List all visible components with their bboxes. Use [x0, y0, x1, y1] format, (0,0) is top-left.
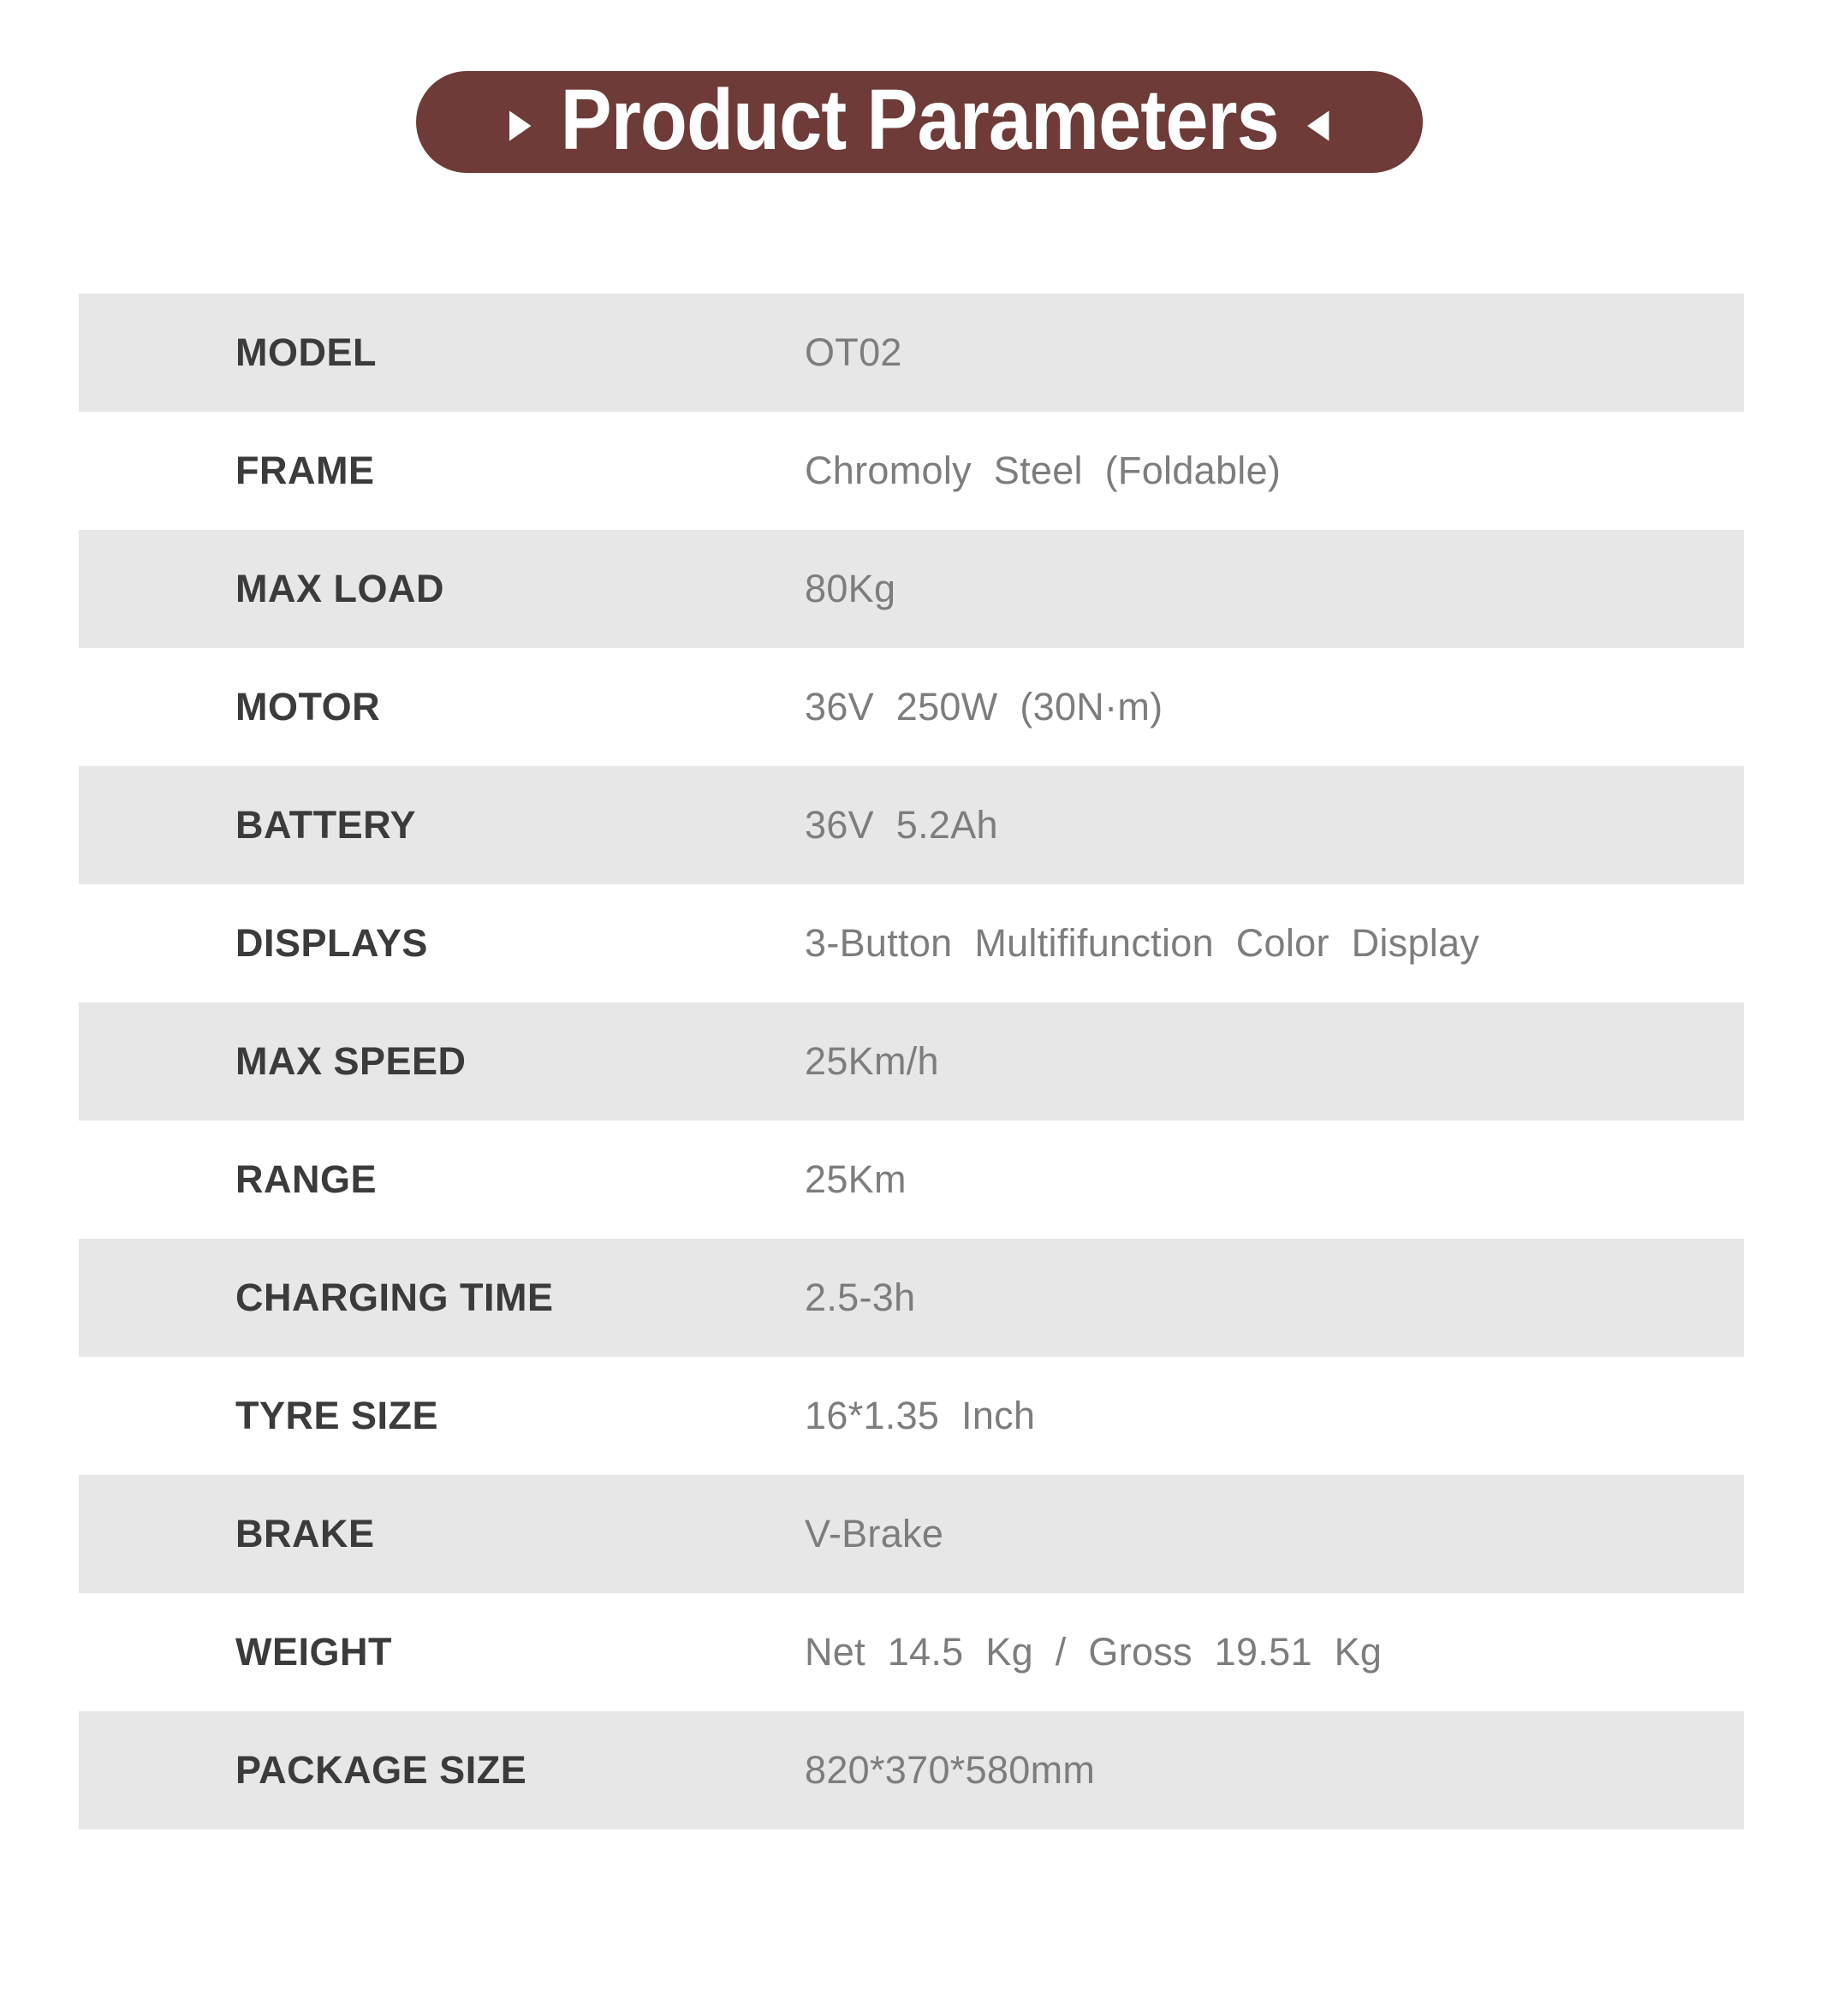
param-label: CHARGING TIME: [235, 1276, 554, 1319]
spec-table: [79, 294, 1744, 1829]
param-value: V-Brake: [805, 1512, 944, 1555]
param-value: 25Km/h: [805, 1039, 939, 1083]
table-row-max-speed: [79, 1002, 1744, 1121]
table-row-weight: [79, 1593, 1744, 1711]
left-pointing-triangle-icon: ◀: [1307, 99, 1329, 145]
table-row-range: [79, 1121, 1744, 1239]
table-row-displays: [79, 884, 1744, 1002]
table-row-frame: [79, 412, 1744, 530]
param-label: MAX LOAD: [235, 567, 444, 610]
param-label: WEIGHT: [235, 1630, 392, 1674]
table-row-brake: [79, 1475, 1744, 1593]
param-label: FRAME: [235, 449, 375, 492]
param-value: 36V 5.2Ah: [805, 803, 998, 847]
table-row-model: [79, 294, 1744, 412]
param-value: 80Kg: [805, 567, 896, 610]
right-pointing-triangle-icon: ▶: [509, 99, 532, 145]
param-label: TYRE SIZE: [235, 1394, 439, 1437]
table-row-tyre-size: [79, 1357, 1744, 1475]
param-value: Chromoly Steel (Foldable): [805, 449, 1282, 492]
param-label: RANGE: [235, 1157, 378, 1201]
param-value: 36V 250W (30N·m): [805, 685, 1163, 728]
table-row-package-size: [79, 1711, 1744, 1829]
param-value: 25Km: [805, 1157, 907, 1201]
table-row-charging-time: [79, 1239, 1744, 1357]
param-label: DISPLAYS: [235, 921, 428, 965]
param-label: BATTERY: [235, 803, 416, 847]
param-label: MOTOR: [235, 685, 381, 728]
param-label: MODEL: [235, 330, 377, 374]
param-label: MAX SPEED: [235, 1039, 467, 1083]
page-title: Product Parameters: [560, 71, 1279, 168]
param-label: BRAKE: [235, 1512, 375, 1555]
table-row-battery: [79, 766, 1744, 884]
product-parameters-badge: [416, 71, 1423, 173]
param-value: OT02: [805, 330, 902, 374]
param-label: PACKAGE SIZE: [235, 1748, 527, 1792]
table-row-max-load: [79, 530, 1744, 648]
param-value: 3-Button Multififunction Color Display: [805, 921, 1480, 965]
param-value: Net 14.5 Kg / Gross 19.51 Kg: [805, 1630, 1383, 1674]
param-value: 2.5-3h: [805, 1276, 916, 1319]
param-value: 16*1.35 Inch: [805, 1394, 1036, 1437]
table-row-motor: [79, 648, 1744, 766]
param-value: 820*370*580mm: [805, 1748, 1096, 1792]
